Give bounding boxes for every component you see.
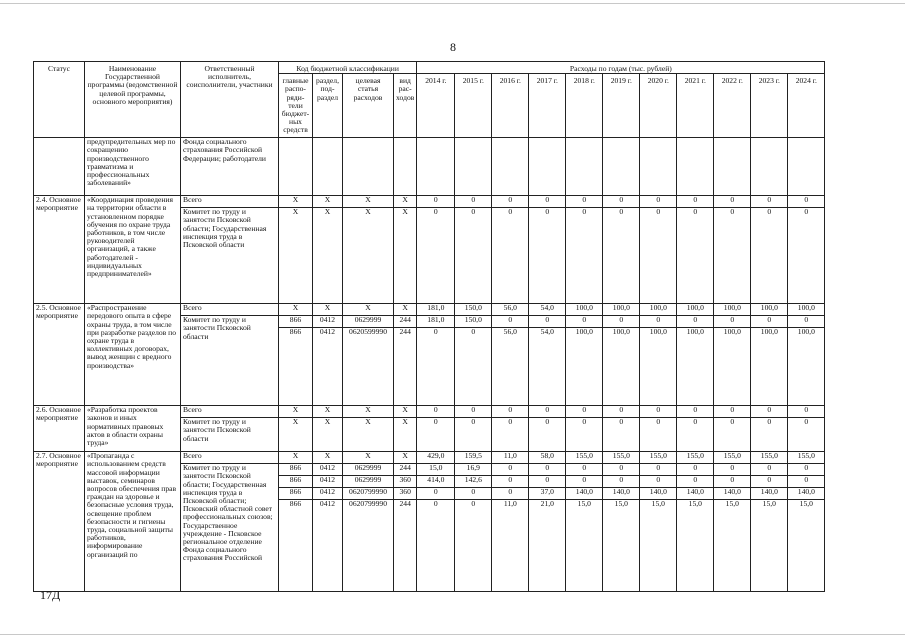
value-cell: 0 xyxy=(566,476,603,488)
value-cell: 140,0 xyxy=(788,488,825,500)
value-cell: 0 xyxy=(529,316,566,328)
program-cell: предупредительных мер по сокращению производственного травматизма и профессиональных заболеваний» xyxy=(85,138,181,196)
code-cell: 0412 xyxy=(313,316,343,328)
scan-edge-top xyxy=(0,3,905,4)
code-cell: 244 xyxy=(394,464,417,476)
value-cell: 0 xyxy=(751,196,788,208)
value-cell: 0 xyxy=(640,464,677,476)
value-cell: 0 xyxy=(677,196,714,208)
value-cell: 159,5 xyxy=(455,452,492,464)
value-cell: 100,0 xyxy=(714,328,751,406)
value-cell: 37,0 xyxy=(529,488,566,500)
header-bk-col: раздел, под-раздел xyxy=(313,74,343,138)
empty-cell xyxy=(677,138,714,196)
value-cell: 0 xyxy=(714,464,751,476)
value-cell: 0 xyxy=(788,208,825,304)
code-cell: X xyxy=(343,208,394,304)
program-cell: «Разработка проектов законов и иных нормативных правовых актов в области охраны труда» xyxy=(85,406,181,452)
value-cell: 0 xyxy=(640,196,677,208)
value-cell: 0 xyxy=(566,316,603,328)
value-cell: 0 xyxy=(640,208,677,304)
header-year: 2019 г. xyxy=(603,74,640,138)
header-year: 2020 г. xyxy=(640,74,677,138)
value-cell: 0 xyxy=(788,418,825,452)
value-cell: 100,0 xyxy=(640,304,677,316)
value-cell: 0 xyxy=(603,418,640,452)
code-cell: 360 xyxy=(394,476,417,488)
value-cell: 0 xyxy=(788,476,825,488)
empty-cell xyxy=(714,138,751,196)
code-cell: 0412 xyxy=(313,328,343,406)
value-cell: 0 xyxy=(417,196,455,208)
value-cell: 0 xyxy=(566,208,603,304)
code-cell: X xyxy=(279,208,313,304)
value-cell: 181,0 xyxy=(417,316,455,328)
value-cell: 100,0 xyxy=(788,328,825,406)
value-cell: 0 xyxy=(714,476,751,488)
executor-cell: Всего xyxy=(181,406,279,418)
value-cell: 140,0 xyxy=(714,488,751,500)
empty-cell xyxy=(529,138,566,196)
code-cell: 866 xyxy=(279,464,313,476)
value-cell: 15,0 xyxy=(603,500,640,592)
value-cell: 142,6 xyxy=(455,476,492,488)
value-cell: 56,0 xyxy=(492,328,529,406)
value-cell: 0 xyxy=(603,476,640,488)
value-cell: 11,0 xyxy=(492,500,529,592)
code-cell: X xyxy=(394,452,417,464)
value-cell: 0 xyxy=(677,464,714,476)
value-cell: 155,0 xyxy=(788,452,825,464)
value-cell: 58,0 xyxy=(529,452,566,464)
value-cell: 100,0 xyxy=(603,304,640,316)
value-cell: 0 xyxy=(417,500,455,592)
header-program: Наименование Государственной программы (ведомственной целевой программы, основного мероприятия) xyxy=(85,62,181,138)
value-cell: 0 xyxy=(751,406,788,418)
table-row xyxy=(34,452,825,464)
header-bk-col: вид рас-ходов xyxy=(394,74,417,138)
value-cell: 100,0 xyxy=(677,304,714,316)
value-cell: 155,0 xyxy=(751,452,788,464)
header-bk-group: Код бюджетной классификации xyxy=(279,62,417,74)
continuation-row xyxy=(34,138,825,196)
value-cell: 0 xyxy=(566,418,603,452)
value-cell: 100,0 xyxy=(788,304,825,316)
value-cell: 150,0 xyxy=(455,304,492,316)
code-cell: X xyxy=(343,452,394,464)
empty-cell xyxy=(455,138,492,196)
value-cell: 0 xyxy=(640,476,677,488)
value-cell: 0 xyxy=(714,316,751,328)
value-cell: 0 xyxy=(455,488,492,500)
executor-cell: Комитет по труду и занятости Псковской области; Государственная инспекция труда в Псковской области xyxy=(181,208,279,304)
value-cell: 15,0 xyxy=(714,500,751,592)
value-cell: 15,0 xyxy=(751,500,788,592)
header-years-group: Расходы по годам (тыс. рублей) xyxy=(417,62,825,74)
value-cell: 100,0 xyxy=(677,328,714,406)
value-cell: 0 xyxy=(529,208,566,304)
empty-cell xyxy=(279,138,313,196)
header-row xyxy=(34,62,825,74)
status-cell: 2.4. Основное мероприятие xyxy=(34,196,85,304)
value-cell: 0 xyxy=(455,196,492,208)
code-cell: X xyxy=(343,418,394,452)
value-cell: 0 xyxy=(751,418,788,452)
header-year: 2014 г. xyxy=(417,74,455,138)
executor-cell: Фонда социального страхования Российской Федерации; работодатели xyxy=(181,138,279,196)
value-cell: 0 xyxy=(640,316,677,328)
code-cell: 866 xyxy=(279,500,313,592)
value-cell: 0 xyxy=(492,464,529,476)
header-executor: Ответственный исполнитель, соисполнители, участники xyxy=(181,62,279,138)
code-cell: X xyxy=(313,304,343,316)
table-row xyxy=(34,406,825,418)
empty-cell xyxy=(492,138,529,196)
value-cell: 414,0 xyxy=(417,476,455,488)
code-cell: X xyxy=(313,418,343,452)
code-cell: 360 xyxy=(394,488,417,500)
executor-cell: Всего xyxy=(181,196,279,208)
header-year: 2017 г. xyxy=(529,74,566,138)
code-cell: 244 xyxy=(394,316,417,328)
header-year: 2016 г. xyxy=(492,74,529,138)
value-cell: 155,0 xyxy=(566,452,603,464)
code-cell: 866 xyxy=(279,476,313,488)
value-cell: 0 xyxy=(455,208,492,304)
executor-cell: Комитет по труду и занятости Псковской области xyxy=(181,316,279,406)
value-cell: 0 xyxy=(751,316,788,328)
value-cell: 0 xyxy=(714,196,751,208)
value-cell: 0 xyxy=(417,328,455,406)
value-cell: 0 xyxy=(455,418,492,452)
empty-cell xyxy=(343,138,394,196)
status-cell xyxy=(34,138,85,196)
footer-code: 17Д xyxy=(40,588,61,602)
code-cell: X xyxy=(394,406,417,418)
program-cell: «Пропаганда с использованием средств массовой информации выставок, семинаров вопросов обеспечения прав граждан на здоровье и безопасные условия труда, освещение проблем безопасности и гигиены труда, социальной защиты работников, информирование организаций по xyxy=(85,452,181,592)
code-cell: X xyxy=(279,406,313,418)
executor-cell: Комитет по труду и занятости Псковской области; Государственная инспекция труда в Псковской области; Псковский областной совет профессиональных союзов; Государственное учреждение - Псковское региональное отделение Фонда социального страхования Российской xyxy=(181,464,279,592)
value-cell: 0 xyxy=(603,196,640,208)
code-cell: 0629999 xyxy=(343,464,394,476)
value-cell: 100,0 xyxy=(566,304,603,316)
value-cell: 16,9 xyxy=(455,464,492,476)
value-cell: 0 xyxy=(788,406,825,418)
value-cell: 0 xyxy=(529,418,566,452)
scan-edge-bottom xyxy=(0,634,905,635)
value-cell: 56,0 xyxy=(492,304,529,316)
page-number: 8 xyxy=(450,40,456,54)
status-cell: 2.5. Основное мероприятие xyxy=(34,304,85,406)
value-cell: 0 xyxy=(492,406,529,418)
executor-cell: Всего xyxy=(181,452,279,464)
value-cell: 54,0 xyxy=(529,328,566,406)
value-cell: 100,0 xyxy=(640,328,677,406)
code-cell: X xyxy=(343,304,394,316)
program-cell: «Распространение передового опыта в сфере охраны труда, в том числе при разработке разделов по охране труда в коллективных договорах, вывод женщин с вредного производства» xyxy=(85,304,181,406)
value-cell: 0 xyxy=(417,488,455,500)
value-cell: 11,0 xyxy=(492,452,529,464)
code-cell: 0620799990 xyxy=(343,488,394,500)
code-cell: X xyxy=(313,208,343,304)
value-cell: 54,0 xyxy=(529,304,566,316)
value-cell: 0 xyxy=(417,208,455,304)
value-cell: 100,0 xyxy=(566,328,603,406)
value-cell: 140,0 xyxy=(603,488,640,500)
table-row xyxy=(34,196,825,208)
value-cell: 0 xyxy=(529,476,566,488)
code-cell: 0620799990 xyxy=(343,500,394,592)
value-cell: 0 xyxy=(529,196,566,208)
value-cell: 0 xyxy=(751,208,788,304)
value-cell: 0 xyxy=(788,316,825,328)
value-cell: 0 xyxy=(492,316,529,328)
value-cell: 0 xyxy=(529,406,566,418)
code-cell: X xyxy=(279,418,313,452)
value-cell: 15,0 xyxy=(640,500,677,592)
value-cell: 150,0 xyxy=(455,316,492,328)
program-cell: «Координация проведения на территории области в установленном порядке обучения по охране труда работников, в том числе руководителей организаций, а также работодателей - индивидуальных предпринимателей» xyxy=(85,196,181,304)
code-cell: 0629999 xyxy=(343,316,394,328)
value-cell: 100,0 xyxy=(603,328,640,406)
code-cell: 0629999 xyxy=(343,476,394,488)
budget-table xyxy=(33,61,825,592)
header-year: 2022 г. xyxy=(714,74,751,138)
value-cell: 0 xyxy=(640,406,677,418)
empty-cell xyxy=(640,138,677,196)
header-year: 2024 г. xyxy=(788,74,825,138)
value-cell: 155,0 xyxy=(640,452,677,464)
value-cell: 100,0 xyxy=(751,304,788,316)
value-cell: 140,0 xyxy=(640,488,677,500)
empty-cell xyxy=(417,138,455,196)
executor-cell: Всего xyxy=(181,304,279,316)
value-cell: 140,0 xyxy=(677,488,714,500)
code-cell: 0412 xyxy=(313,500,343,592)
value-cell: 0 xyxy=(788,196,825,208)
value-cell: 0 xyxy=(417,406,455,418)
status-cell: 2.7. Основное мероприятие xyxy=(34,452,85,592)
value-cell: 0 xyxy=(603,406,640,418)
value-cell: 15,0 xyxy=(417,464,455,476)
value-cell: 0 xyxy=(566,406,603,418)
value-cell: 140,0 xyxy=(751,488,788,500)
code-cell: X xyxy=(394,196,417,208)
value-cell: 15,0 xyxy=(788,500,825,592)
value-cell: 0 xyxy=(455,406,492,418)
code-cell: 866 xyxy=(279,316,313,328)
value-cell: 0 xyxy=(455,328,492,406)
value-cell: 140,0 xyxy=(566,488,603,500)
code-cell: X xyxy=(279,304,313,316)
value-cell: 0 xyxy=(714,208,751,304)
code-cell: X xyxy=(394,418,417,452)
table-row xyxy=(34,304,825,316)
value-cell: 15,0 xyxy=(677,500,714,592)
code-cell: 0412 xyxy=(313,476,343,488)
value-cell: 0 xyxy=(603,316,640,328)
code-cell: X xyxy=(394,208,417,304)
code-cell: X xyxy=(279,196,313,208)
code-cell: X xyxy=(313,406,343,418)
value-cell: 0 xyxy=(492,488,529,500)
value-cell: 0 xyxy=(492,476,529,488)
header-year: 2015 г. xyxy=(455,74,492,138)
value-cell: 0 xyxy=(603,464,640,476)
code-cell: X xyxy=(394,304,417,316)
header-status: Статус xyxy=(34,62,85,138)
value-cell: 0 xyxy=(492,418,529,452)
code-cell: 0620599990 xyxy=(343,328,394,406)
value-cell: 100,0 xyxy=(714,304,751,316)
empty-cell xyxy=(751,138,788,196)
value-cell: 0 xyxy=(714,406,751,418)
value-cell: 100,0 xyxy=(751,328,788,406)
value-cell: 0 xyxy=(677,476,714,488)
code-cell: X xyxy=(343,406,394,418)
empty-cell xyxy=(394,138,417,196)
value-cell: 0 xyxy=(529,464,566,476)
empty-cell xyxy=(603,138,640,196)
value-cell: 0 xyxy=(714,418,751,452)
header-year: 2023 г. xyxy=(751,74,788,138)
header-bk-col: целевая статья расходов xyxy=(343,74,394,138)
header-year: 2021 г. xyxy=(677,74,714,138)
code-cell: 0412 xyxy=(313,464,343,476)
value-cell: 15,0 xyxy=(566,500,603,592)
value-cell: 0 xyxy=(677,406,714,418)
value-cell: 0 xyxy=(603,208,640,304)
header-bk-col: главные распо-ряди-тели бюджет-ных средств xyxy=(279,74,313,138)
empty-cell xyxy=(788,138,825,196)
header-year: 2018 г. xyxy=(566,74,603,138)
code-cell: X xyxy=(279,452,313,464)
value-cell: 0 xyxy=(566,464,603,476)
code-cell: 244 xyxy=(394,500,417,592)
value-cell: 0 xyxy=(492,196,529,208)
value-cell: 0 xyxy=(751,476,788,488)
code-cell: X xyxy=(313,196,343,208)
value-cell: 181,0 xyxy=(417,304,455,316)
value-cell: 0 xyxy=(677,316,714,328)
value-cell: 0 xyxy=(677,208,714,304)
code-cell: 866 xyxy=(279,328,313,406)
value-cell: 21,0 xyxy=(529,500,566,592)
value-cell: 429,0 xyxy=(417,452,455,464)
code-cell: 244 xyxy=(394,328,417,406)
executor-cell: Комитет по труду и занятости Псковской области xyxy=(181,418,279,452)
code-cell: X xyxy=(343,196,394,208)
empty-cell xyxy=(313,138,343,196)
code-cell: 0412 xyxy=(313,488,343,500)
value-cell: 0 xyxy=(751,464,788,476)
value-cell: 155,0 xyxy=(677,452,714,464)
value-cell: 0 xyxy=(455,500,492,592)
empty-cell xyxy=(566,138,603,196)
value-cell: 155,0 xyxy=(714,452,751,464)
value-cell: 0 xyxy=(677,418,714,452)
value-cell: 0 xyxy=(492,208,529,304)
code-cell: X xyxy=(313,452,343,464)
value-cell: 0 xyxy=(417,418,455,452)
value-cell: 0 xyxy=(640,418,677,452)
status-cell: 2.6. Основное мероприятие xyxy=(34,406,85,452)
value-cell: 0 xyxy=(788,464,825,476)
value-cell: 155,0 xyxy=(603,452,640,464)
code-cell: 866 xyxy=(279,488,313,500)
value-cell: 0 xyxy=(566,196,603,208)
